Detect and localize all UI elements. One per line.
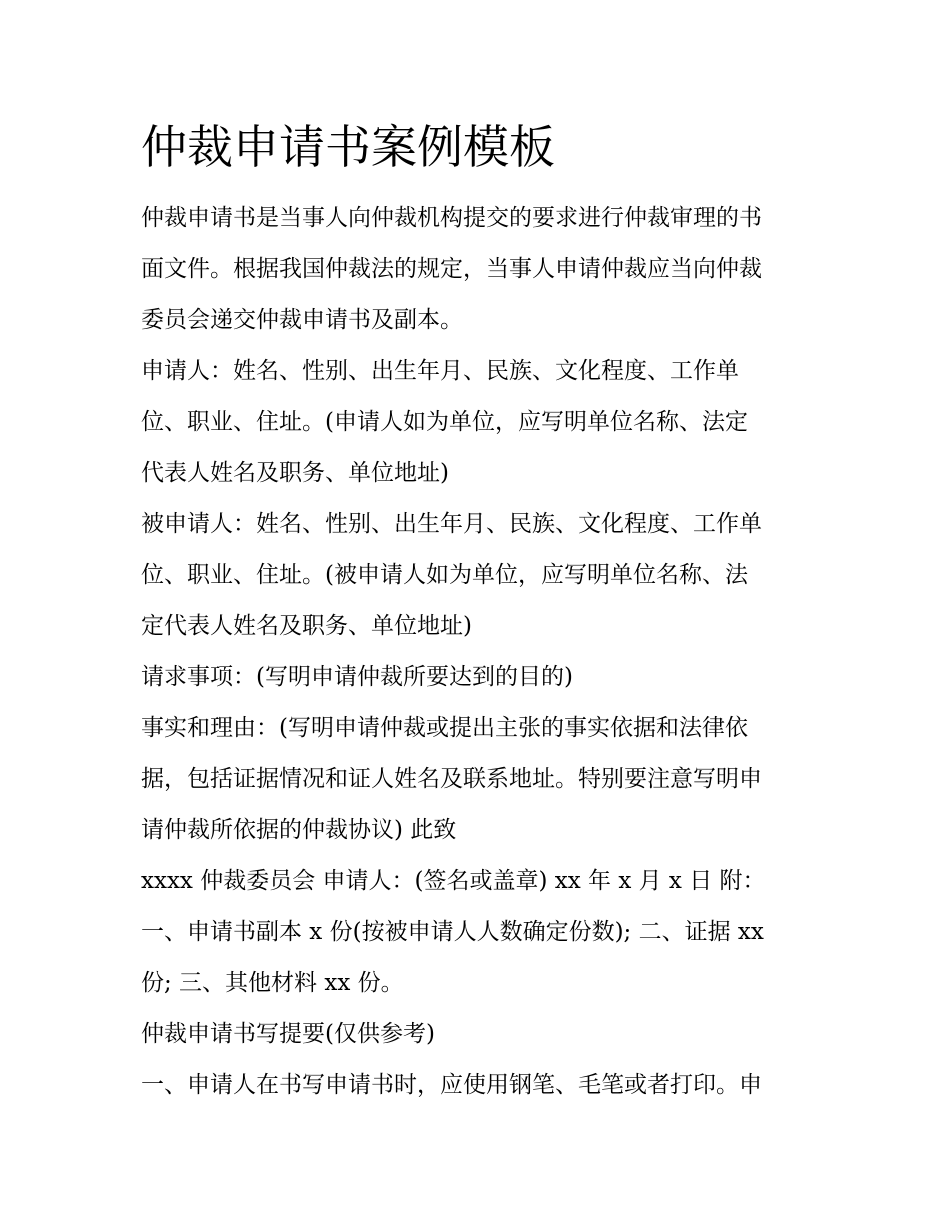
body-line: 代表人姓名及职务、单位地址)	[141, 460, 449, 486]
body-line: 据，包括证据情况和证人姓名及联系地址。特别要注意写明申	[141, 766, 762, 792]
document-title: 仲裁申请书案例模板	[141, 120, 555, 174]
body-line: 面文件。根据我国仲裁法的规定，当事人申请仲裁应当向仲裁	[141, 256, 762, 282]
body-line: 申请人：姓名、性别、出生年月、民族、文化程度、工作单	[141, 358, 739, 384]
body-line: xxxx 仲裁委员会 申请人：(签名或盖章) xx 年 x 月 x 日 附：	[141, 868, 766, 894]
body-line: 仲裁申请书写提要(仅供参考)	[141, 1021, 435, 1047]
body-line: 位、职业、住址。(申请人如为单位，应写明单位名称、法定	[141, 409, 748, 435]
body-line: 委员会递交仲裁申请书及副本。	[141, 307, 463, 333]
body-line: 一、申请书副本 x 份(按被申请人人数确定份数); 二、证据 xx	[141, 919, 764, 945]
body-line: 被申请人：姓名、性别、出生年月、民族、文化程度、工作单	[141, 511, 762, 537]
body-line: 位、职业、住址。(被申请人如为单位，应写明单位名称、法	[141, 562, 748, 588]
body-line: 份; 三、其他材料 xx 份。	[141, 970, 404, 996]
body-line: 事实和理由：(写明申请仲裁或提出主张的事实依据和法律依	[141, 715, 748, 741]
body-line: 请求事项：(写明申请仲裁所要达到的目的)	[141, 664, 573, 690]
body-line: 定代表人姓名及职务、单位地址)	[141, 613, 472, 639]
body-line: 一、申请人在书写申请书时，应使用钢笔、毛笔或者打印。申	[141, 1072, 762, 1098]
body-line: 请仲裁所依据的仲裁协议) 此致	[141, 817, 457, 843]
body-line: 仲裁申请书是当事人向仲裁机构提交的要求进行仲裁审理的书	[141, 205, 762, 231]
